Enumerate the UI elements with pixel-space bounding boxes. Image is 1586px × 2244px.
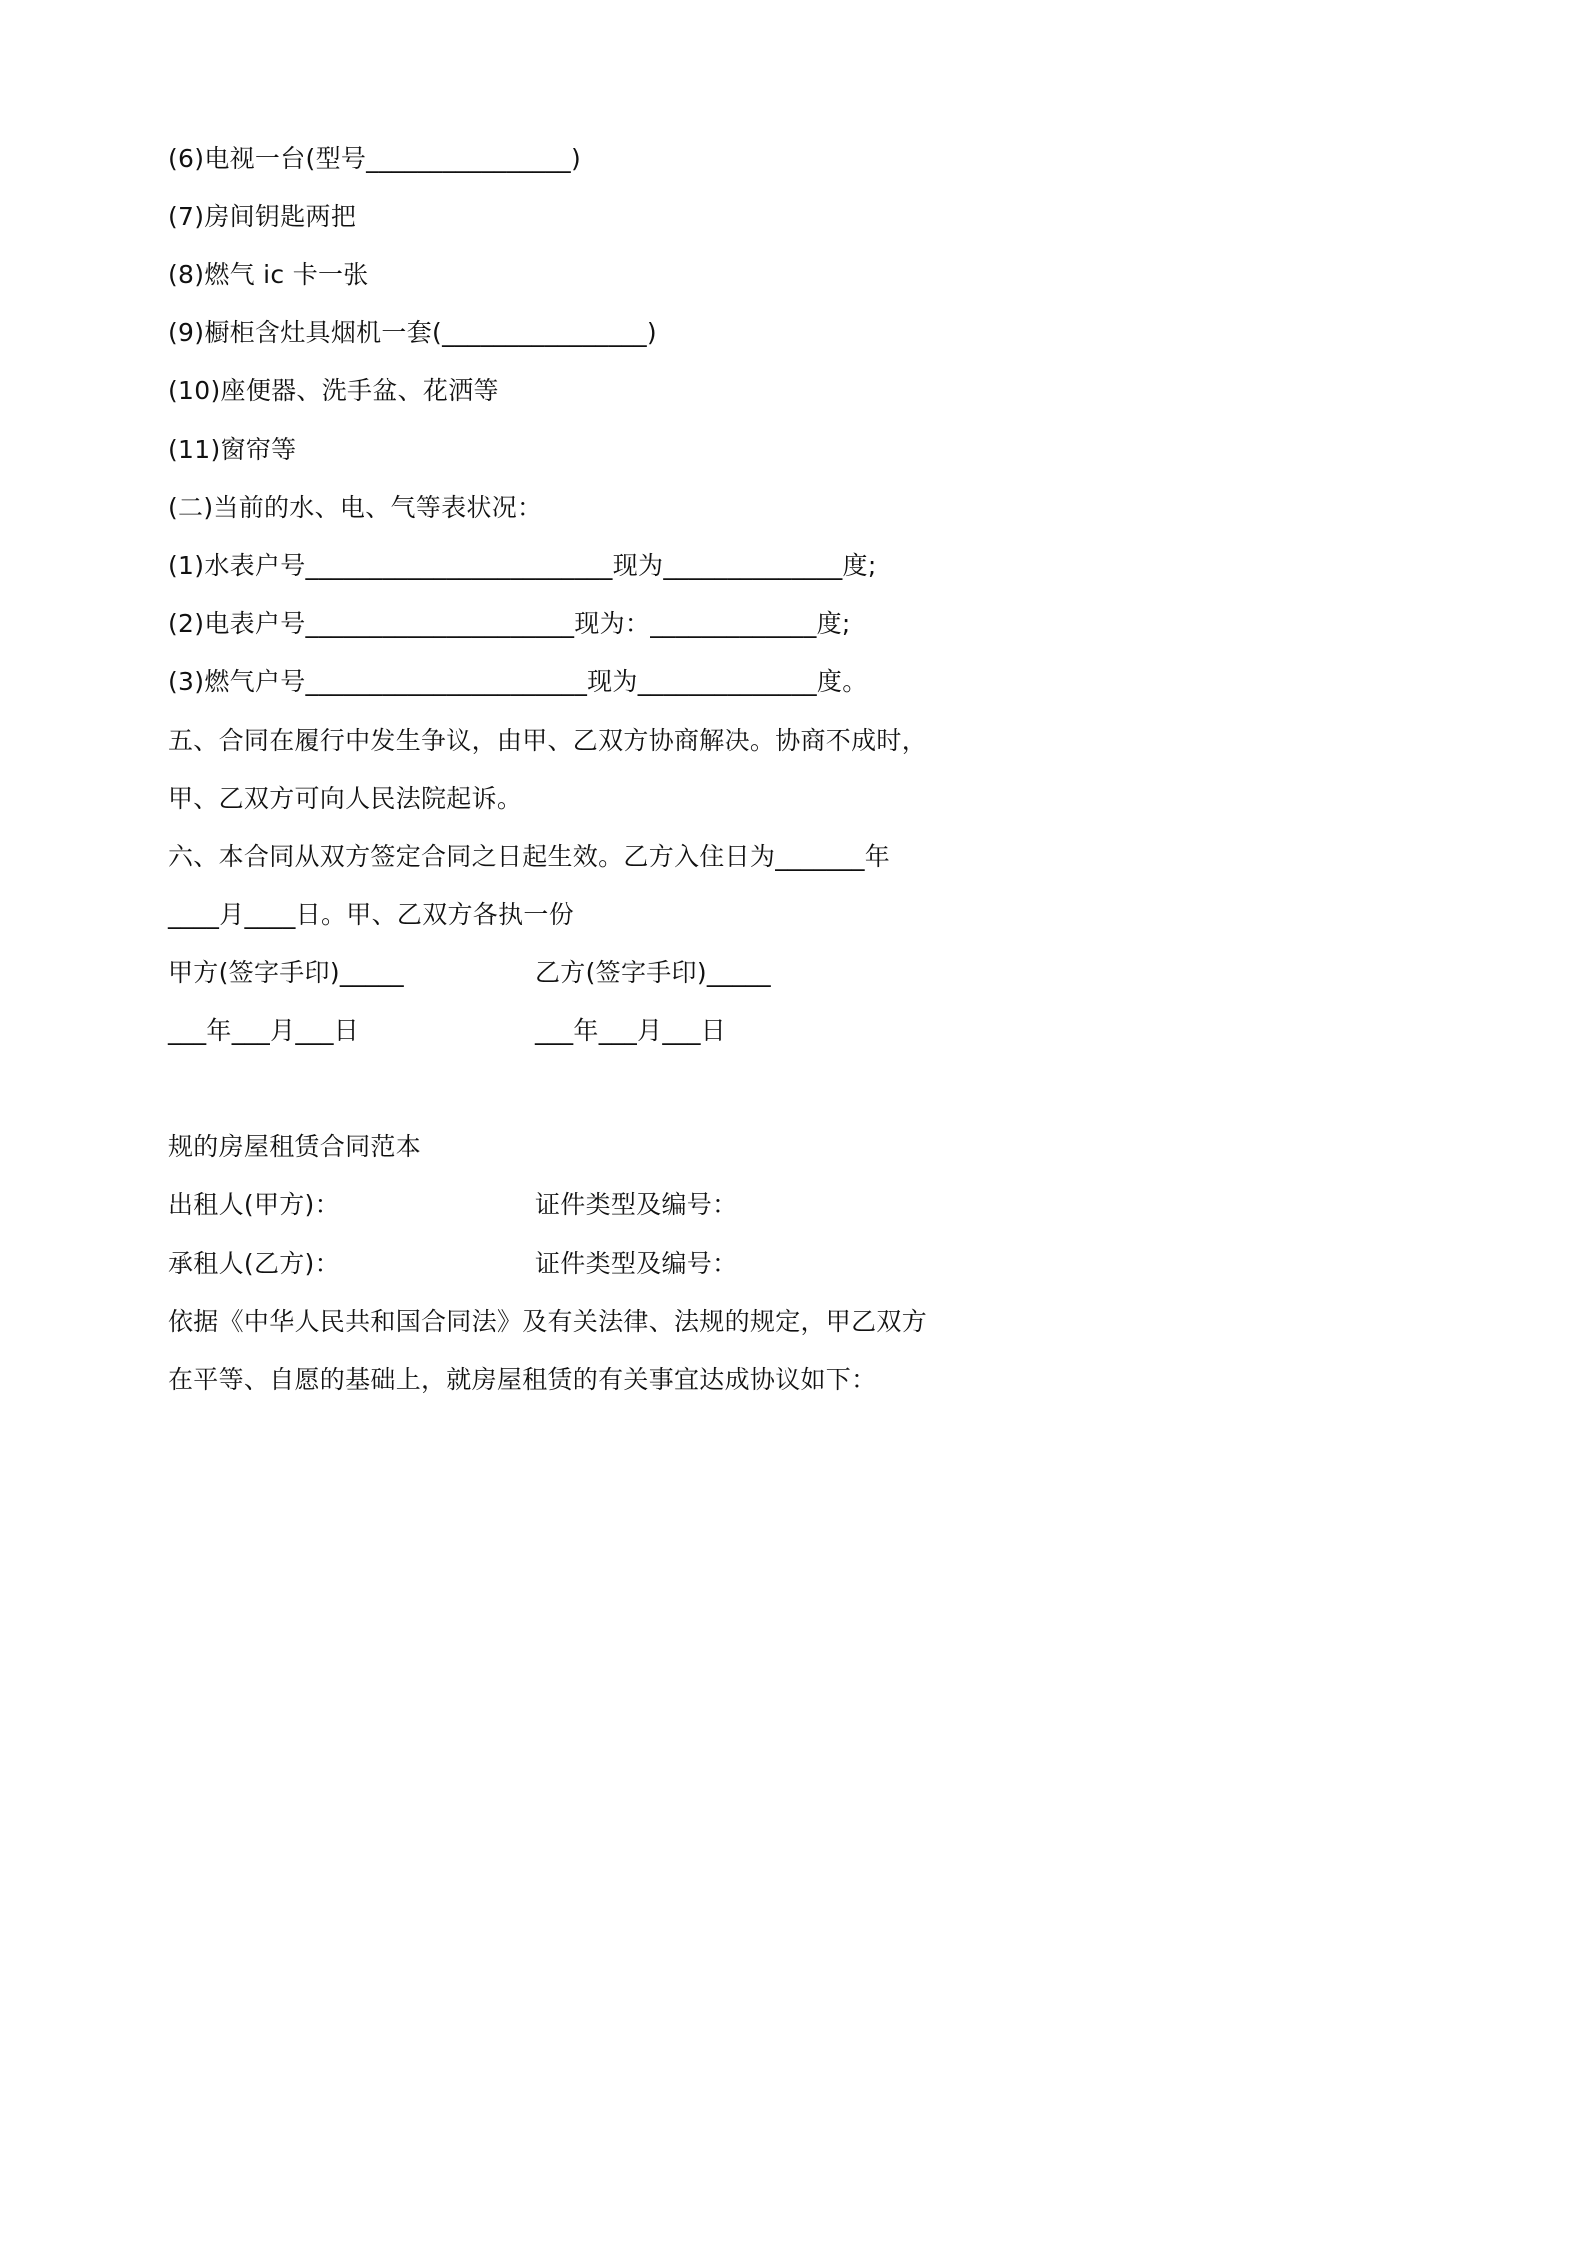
water-meter-line: (1)水表户号________________________现为______________度; bbox=[168, 551, 877, 580]
clause-five-line-1: 五、合同在履行中发生争议，由甲、乙双方协商解决。协商不成时， bbox=[168, 726, 928, 755]
lessee-id-label: 证件类型及编号： bbox=[535, 1249, 738, 1278]
electric-meter-line: (2)电表户号_____________________现为：_____________度; bbox=[168, 609, 851, 638]
meters-heading: (二)当前的水、电、气等表状况： bbox=[168, 493, 543, 522]
contract-title: 规的房屋租赁合同范本 bbox=[168, 1132, 422, 1161]
clause-five-line-2: 甲、乙双方可向人民法院起诉。 bbox=[168, 784, 523, 813]
lessee-label: 承租人(乙方)： bbox=[168, 1249, 340, 1278]
item-room-keys: (7)房间钥匙两把 bbox=[168, 202, 357, 231]
preamble-line-1: 依据《中华人民共和国合同法》及有关法律、法规的规定，甲乙双方 bbox=[168, 1307, 928, 1336]
item-tv: (6)电视一台(型号________________) bbox=[168, 144, 582, 173]
document-page bbox=[0, 0, 1093, 1547]
item-curtains: (11)窗帘等 bbox=[168, 435, 297, 464]
clause-six-line-2: ____月____日。甲、乙双方各执一份 bbox=[168, 900, 575, 929]
party-b-signature: 乙方(签字手印)_____ bbox=[535, 958, 771, 987]
party-a-signature: 甲方(签字手印)_____ bbox=[168, 958, 404, 987]
item-gas-card: (8)燃气 ic 卡一张 bbox=[168, 260, 369, 289]
lessor-id-label: 证件类型及编号： bbox=[535, 1190, 738, 1219]
party-b-date: ___年___月___日 bbox=[535, 1016, 727, 1045]
item-bathroom: (10)座便器、洗手盆、花洒等 bbox=[168, 376, 499, 405]
lessor-label: 出租人(甲方)： bbox=[168, 1190, 340, 1219]
preamble-line-2: 在平等、自愿的基础上，就房屋租赁的有关事宜达成协议如下： bbox=[168, 1365, 877, 1394]
party-a-date: ___年___月___日 bbox=[168, 1016, 360, 1045]
clause-six-line-1: 六、本合同从双方签定合同之日起生效。乙方入住日为_______年 bbox=[168, 842, 891, 871]
item-cabinet: (9)橱柜含灶具烟机一套(________________) bbox=[168, 318, 657, 347]
gas-meter-line: (3)燃气户号______________________现为______________度。 bbox=[168, 667, 868, 696]
